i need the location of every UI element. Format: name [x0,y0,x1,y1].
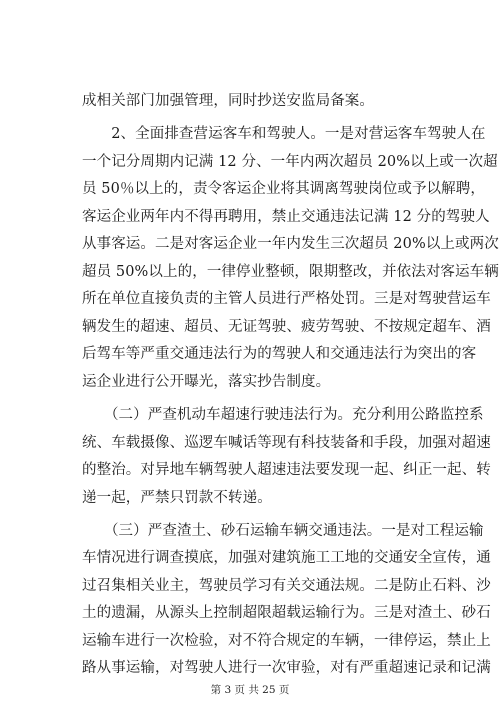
text-line: 车情况进行调查摸底，加强对建筑施工工地的交通安全宣传，通 [82,550,491,566]
text-line: 路从事运输，对驾驶人进行一次审验，对有严重超速记录和记满 [82,660,491,676]
text-line: （三）严查渣土、砂石运输车辆交通违法。一是对工程运输 [82,523,484,539]
text-line: 的整治。对异地车辆驾驶人超速违法要发现一起、纠正一起、转 [82,462,491,478]
text-line: 运企业进行公开曝光，落实抄告制度。 [82,374,331,390]
text-line: （二）严查机动车超速行驶违法行为。充分利用公路监控系 [82,407,484,423]
text-line: 土的遗漏，从源头上控制超限超载运输行为。三是对渣土、砂石 [82,605,491,621]
text-line: 所在单位直接负责的主管人员进行严格处罚。三是对驾驶营运车 [82,291,491,307]
text-line: 递一起，严禁只罚款不转递。 [82,490,272,506]
text-line: 后驾车等严重交通违法行为的驾驶人和交通违法行为突出的客 [82,346,477,362]
text-line: 辆发生的超速、超员、无证驾驶、疲劳驾驶、不按规定超车、酒 [82,319,491,335]
text-line: 员 50％以上的，责令客运企业将其调离驾驶岗位或予以解聘， [82,181,485,197]
text-line: 客运企业两年内不得再聘用，禁止交通违法记满 12 分的驾驶人 [82,209,490,225]
page-number: 第 3 页 共 25 页 [210,684,290,696]
text-line: 统、车载摄像、巡逻车喊话等现有科技装备和手段，加强对超速 [82,435,491,451]
text-line: 超员 50%以上的，一律停业整顿，限期整改，并依法对客运车辆 [82,264,499,280]
text-line: 一个记分周期内记满 12 分、一年内两次超员 20%以上或一次超 [82,154,498,170]
text-line: 成相关部门加强管理，同时抄送安监局备案。 [82,93,374,109]
page-footer [0,683,500,697]
text-line: 2、全面排查营运客车和驾驶人。一是对营运客车驾驶人在 [82,126,486,142]
text-line: 运输车进行一次检验，对不符合规定的车辆，一律停运，禁止上 [82,633,491,649]
text-line: 从事客运。二是对客运企业一年内发生三次超员 20%以上或两次 [82,236,499,252]
text-line: 过召集相关业主，驾驶员学习有关交通法规。二是防止石料、沙 [82,578,491,594]
